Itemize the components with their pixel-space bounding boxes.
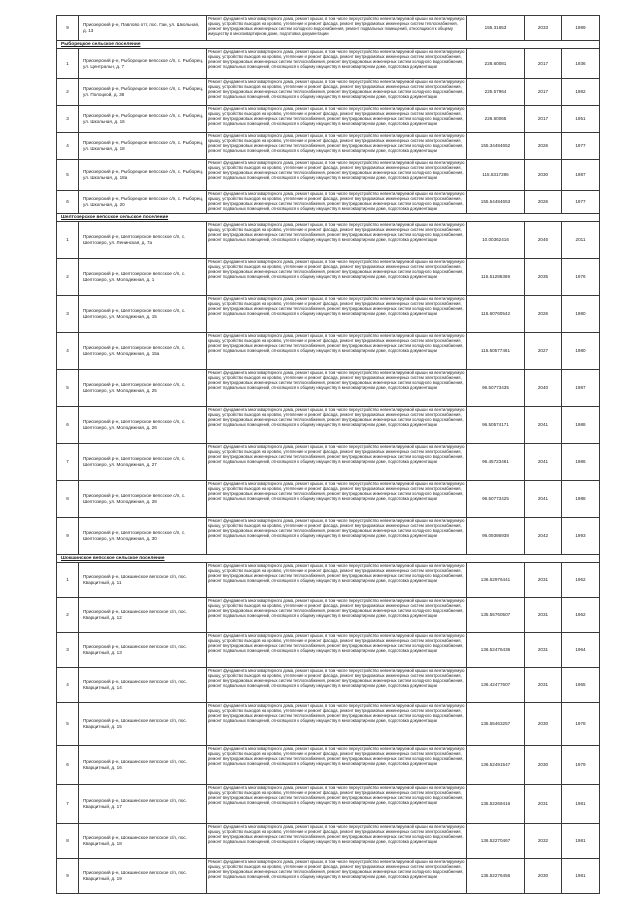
value-cell: 136.52270467: [467, 824, 525, 859]
build-year-cell: 1993: [562, 518, 600, 555]
row-number-cell: 2: [57, 259, 79, 296]
work-description-cell: Ремонт фундамента многоквартирного дома, ремонт крыши, в том числе переустройство невентилируемой крыши на вентилируемую крышу, устройство выходов на кровлю, утепление и ремонт фасада, ремонт внутридомовых инженерных систем электроснабжения, ремонт внутридомовых инженерных систем теплоснабжения, ремонт внутридомовых инженерных систем холодного водоснабжения, ремонт подвальных помещений, относящихся к общему имуществу в многоквартирном доме, подготовка документации: [207, 191, 467, 214]
address-cell: Приозерский р-н, Шокшинское вепсское с/п, пос. Кварцитный, д. 13: [79, 633, 207, 668]
work-description-cell: Ремонт фундамента многоквартирного дома, ремонт крыши, в том числе переустройство невентилируемой крыши на вентилируемую крышу, устройство выходов на кровлю, утепление и ремонт фасада, ремонт внутридомовых инженерных систем теплоснабжения, ремонт внутридомовых инженерных систем холодного водоснабжения, ремонт подвальных помещений, относящихся к общему имуществу в многоквартирном доме, подготовка документации: [207, 16, 467, 41]
value-cell: 115.51286369: [467, 259, 525, 296]
planned-year-cell: 2040: [525, 370, 562, 407]
work-description-cell: Ремонт фундамента многоквартирного дома, ремонт крыши, в том числе переустройство невентилируемой крыши на вентилируемую крышу, устройство выходов на кровлю, утепление и ремонт фасада, ремонт внутридомовых инженерных систем электроснабжения, ремонт внутридомовых инженерных систем теплоснабжения, ремонт внутридомовых инженерных систем холодного водоснабжения, ремонт подвальных помещений, относящихся к общему имуществу в многоквартирном доме, подготовка документации: [207, 746, 467, 785]
build-year-cell: 1965: [562, 668, 600, 703]
table-row: [57, 296, 600, 333]
build-year-cell: 1986: [562, 444, 600, 481]
row-number-cell: 4: [57, 668, 79, 703]
work-description-cell: Ремонт фундамента многоквартирного дома, ремонт крыши, в том числе переустройство невентилируемой крыши на вентилируемую крышу, устройство выходов на кровлю, утепление и ремонт фасада, ремонт внутридомовых инженерных систем электроснабжения, ремонт внутридомовых инженерных систем теплоснабжения, ремонт внутридомовых инженерных систем холодного водоснабжения, ремонт подвальных помещений, относящихся к общему имуществу в многоквартирном доме, подготовка документации: [207, 598, 467, 633]
work-description-cell: Ремонт фундамента многоквартирного дома, ремонт крыши, в том числе переустройство невентилируемой крыши на вентилируемую крышу, устройство выходов на кровлю, утепление и ремонт фасада, ремонт внутридомовых инженерных систем электроснабжения, ремонт внутридомовых инженерных систем теплоснабжения, ремонт внутридомовых инженерных систем холодного водоснабжения, ремонт подвальных помещений, относящихся к общему имуществу в многоквартирном доме, подготовка документации: [207, 133, 467, 160]
work-description-cell: Ремонт фундамента многоквартирного дома, ремонт крыши, в том числе переустройство невентилируемой крыши на вентилируемую крышу, устройство выходов на кровлю, утепление и ремонт фасада, ремонт внутридомовых инженерных систем электроснабжения, ремонт внутридомовых инженерных систем теплоснабжения, ремонт внутридомовых инженерных систем холодного водоснабжения, ремонт подвальных помещений, относящихся к общему имуществу в многоквартирном доме, подготовка документации: [207, 444, 467, 481]
work-description-cell: Ремонт фундамента многоквартирного дома, ремонт крыши, в том числе переустройство невентилируемой крыши на вентилируемую крышу, устройство выходов на кровлю, утепление и ремонт фасада, ремонт внутридомовых инженерных систем электроснабжения, ремонт внутридомовых инженерных систем теплоснабжения, ремонт внутридомовых инженерных систем холодного водоснабжения, ремонт подвальных помещений, относящихся к общему имуществу в многоквартирном доме, подготовка документации: [207, 785, 467, 824]
value-cell: 115.60760542: [467, 296, 525, 333]
work-description-cell: Ремонт фундамента многоквартирного дома, ремонт крыши, в том числе переустройство невентилируемой крыши на вентилируемую крышу, устройство выходов на кровлю, утепление и ремонт фасада, ремонт внутридомовых инженерных систем электроснабжения, ремонт внутридомовых инженерных систем теплоснабжения, ремонт внутридомовых инженерных систем холодного водоснабжения, ремонт подвальных помещений, относящихся к общему имуществу в многоквартирном доме, подготовка документации: [207, 49, 467, 79]
table-row: [57, 518, 600, 555]
build-year-cell: 1977: [562, 133, 600, 160]
row-number-cell: 4: [57, 333, 79, 370]
work-description-cell: Ремонт фундамента многоквартирного дома, ремонт крыши, в том числе переустройство невентилируемой крыши на вентилируемую крышу, устройство выходов на кровлю, утепление и ремонт фасада, ремонт внутридомовых инженерных систем электроснабжения, ремонт внутридомовых инженерных систем теплоснабжения, ремонт внутридомовых инженерных систем холодного водоснабжения, ремонт подвальных помещений, относящихся к общему имуществу в многоквартирном доме, подготовка документации: [207, 563, 467, 598]
planned-year-cell: 2017: [525, 49, 562, 79]
value-cell: 115.50577461: [467, 333, 525, 370]
address-cell: Приозерский р-н, Шелтозерское вепсское с/п, с. Шелтозеро, ул. Молодежная, д. 28: [79, 481, 207, 518]
section-title: Шелтозерское вепсское сельское поселение: [57, 214, 600, 222]
build-year-cell: 1962: [562, 563, 600, 598]
row-number-cell: 1: [57, 49, 79, 79]
value-cell: 155.31653: [467, 16, 525, 41]
table-row: [57, 370, 600, 407]
table-row: [57, 191, 600, 214]
work-description-cell: Ремонт фундамента многоквартирного дома, ремонт крыши, в том числе переустройство невентилируемой крыши на вентилируемую крышу, устройство выходов на кровлю, утепление и ремонт фасада, ремонт внутридомовых инженерных систем электроснабжения, ремонт внутридомовых инженерных систем теплоснабжения, ремонт внутридомовых инженерных систем холодного водоснабжения, ремонт подвальных помещений, относящихся к общему имуществу в многоквартирном доме, подготовка документации: [207, 518, 467, 555]
value-cell: 226.60065: [467, 106, 525, 133]
address-cell: Приозерский р-н, Павлово отт, пос. Гаи, ул. Школьная, д. 13: [79, 16, 207, 41]
build-year-cell: 1936: [562, 49, 600, 79]
build-year-cell: 1987: [562, 160, 600, 191]
build-year-cell: 1962: [562, 598, 600, 633]
value-cell: 225.57964: [467, 79, 525, 106]
planned-year-cell: 2017: [525, 79, 562, 106]
section-header-row: [57, 41, 600, 49]
planned-year-cell: 2031: [525, 563, 562, 598]
value-cell: 136.52476436: [467, 633, 525, 668]
section-header-row: [57, 214, 600, 222]
value-cell: 96.50574171: [467, 407, 525, 444]
work-description-cell: Ремонт фундамента многоквартирного дома, ремонт крыши, в том числе переустройство невентилируемой крыши на вентилируемую крышу, устройство выходов на кровлю, утепление и ремонт фасада, ремонт внутридомовых инженерных систем электроснабжения, ремонт внутридомовых инженерных систем теплоснабжения, ремонт внутридомовых инженерных систем холодного водоснабжения, ремонт подвальных помещений, относящихся к общему имуществу в многоквартирном доме, подготовка документации: [207, 407, 467, 444]
build-year-cell: 1976: [562, 259, 600, 296]
row-number-cell: 1: [57, 563, 79, 598]
planned-year-cell: 2031: [525, 633, 562, 668]
row-number-cell: 1: [57, 222, 79, 259]
planned-year-cell: 2042: [525, 518, 562, 555]
build-year-cell: 1978: [562, 703, 600, 746]
table-row: [57, 222, 600, 259]
table-row: [57, 333, 600, 370]
table-row: [57, 859, 600, 894]
table-row: [57, 703, 600, 746]
planned-year-cell: 2046: [525, 222, 562, 259]
row-number-cell: 8: [57, 481, 79, 518]
table-row: [57, 668, 600, 703]
row-number-cell: 9: [57, 518, 79, 555]
planned-year-cell: 2026: [525, 296, 562, 333]
value-cell: 136.52491547: [467, 746, 525, 785]
planned-year-cell: 2027: [525, 333, 562, 370]
address-cell: Приозерский р-н, Шелтозерское вепсское с/п, с. Шелтозеро, ул. Молодежная, д. 15а: [79, 333, 207, 370]
build-year-cell: 1982: [562, 79, 600, 106]
row-number-cell: 3: [57, 633, 79, 668]
build-year-cell: 1951: [562, 106, 600, 133]
value-cell: 136.42477607: [467, 668, 525, 703]
table-row: [57, 633, 600, 668]
work-description-cell: Ремонт фундамента многоквартирного дома, ремонт крыши, в том числе переустройство невентилируемой крыши на вентилируемую крышу, устройство выходов на кровлю, утепление и ремонт фасада, ремонт внутридомовых инженерных систем электроснабжения, ремонт внутридомовых инженерных систем теплоснабжения, ремонт внутридомовых инженерных систем холодного водоснабжения, ремонт подвальных помещений, относящихся к общему имуществу в многоквартирном доме, подготовка документации: [207, 859, 467, 894]
table-row: [57, 481, 600, 518]
row-number-cell: 4: [57, 133, 79, 160]
build-year-cell: 1979: [562, 746, 600, 785]
value-cell: 96.50773425: [467, 481, 525, 518]
table-body: [57, 16, 600, 894]
row-number-cell: 6: [57, 746, 79, 785]
table-row: [57, 133, 600, 160]
row-number-cell: 7: [57, 785, 79, 824]
address-cell: Приозерский р-н, Шокшинское вепсское с/п, пос. Кварцитный, д. 15: [79, 703, 207, 746]
planned-year-cell: 2032: [525, 824, 562, 859]
planned-year-cell: 2031: [525, 785, 562, 824]
table-row: [57, 16, 600, 41]
value-cell: 136.52976441: [467, 563, 525, 598]
address-cell: Приозерский р-н, Шокшинское вепсское с/п, пос. Кварцитный, д. 14: [79, 668, 207, 703]
table-row: [57, 785, 600, 824]
planned-year-cell: 2017: [525, 106, 562, 133]
table-row: [57, 824, 600, 859]
work-description-cell: Ремонт фундамента многоквартирного дома, ремонт крыши, в том числе переустройство невентилируемой крыши на вентилируемую крышу, устройство выходов на кровлю, утепление и ремонт фасада, ремонт внутридомовых инженерных систем электроснабжения, ремонт внутридомовых инженерных систем теплоснабжения, ремонт внутридомовых инженерных систем холодного водоснабжения, ремонт подвальных помещений, относящихся к общему имуществу в многоквартирном доме, подготовка документации: [207, 333, 467, 370]
value-cell: 155.54484653: [467, 191, 525, 214]
value-cell: 96.09386938: [467, 518, 525, 555]
table-row: [57, 746, 600, 785]
value-cell: 115.5317286: [467, 160, 525, 191]
work-description-cell: Ремонт фундамента многоквартирного дома, ремонт крыши, в том числе переустройство невентилируемой крыши на вентилируемую крышу, устройство выходов на кровлю, утепление и ремонт фасада, ремонт внутридомовых инженерных систем электроснабжения, ремонт внутридомовых инженерных систем теплоснабжения, ремонт внутридомовых инженерных систем холодного водоснабжения, ремонт подвальных помещений, относящихся к общему имуществу в многоквартирном доме, подготовка документации: [207, 370, 467, 407]
planned-year-cell: 2041: [525, 407, 562, 444]
row-number-cell: 6: [57, 191, 79, 214]
address-cell: Приозерский р-н, Рыборецкое вепсское с/п, с. Рыборец, ул. Школьная, д. 16: [79, 106, 207, 133]
work-description-cell: Ремонт фундамента многоквартирного дома, ремонт крыши, в том числе переустройство невентилируемой крыши на вентилируемую крышу, устройство выходов на кровлю, утепление и ремонт фасада, ремонт внутридомовых инженерных систем электроснабжения, ремонт внутридомовых инженерных систем теплоснабжения, ремонт внутридомовых инженерных систем холодного водоснабжения, ремонт подвальных помещений, относящихся к общему имуществу в многоквартирном доме, подготовка документации: [207, 481, 467, 518]
table-row: [57, 444, 600, 481]
table-row: [57, 407, 600, 444]
address-cell: Приозерский р-н, Шокшинское вепсское с/п, пос. Кварцитный, д. 12: [79, 598, 207, 633]
row-number-cell: 5: [57, 160, 79, 191]
address-cell: Приозерский р-н, Шокшинское вепсское с/п, пос. Кварцитный, д. 17: [79, 785, 207, 824]
work-description-cell: Ремонт фундамента многоквартирного дома, ремонт крыши, в том числе переустройство невентилируемой крыши на вентилируемую крышу, устройство выходов на кровлю, утепление и ремонт фасада, ремонт внутридомовых инженерных систем электроснабжения, ремонт внутридомовых инженерных систем теплоснабжения, ремонт внутридомовых инженерных систем холодного водоснабжения, ремонт подвальных помещений, относящихся к общему имуществу в многоквартирном доме, подготовка документации: [207, 703, 467, 746]
planned-year-cell: 2031: [525, 598, 562, 633]
table-row: [57, 259, 600, 296]
planned-year-cell: 2031: [525, 668, 562, 703]
capital-repair-table: [56, 15, 600, 894]
work-description-cell: Ремонт фундамента многоквартирного дома, ремонт крыши, в том числе переустройство невентилируемой крыши на вентилируемую крышу, устройство выходов на кровлю, утепление и ремонт фасада, ремонт внутридомовых инженерных систем электроснабжения, ремонт внутридомовых инженерных систем теплоснабжения, ремонт внутридомовых инженерных систем холодного водоснабжения, ремонт подвальных помещений, относящихся к общему имуществу в многоквартирном доме, подготовка документации: [207, 160, 467, 191]
address-cell: Приозерский р-н, Рыборецкое вепсское с/п, с. Рыборец, ул. Школьная, д. 18: [79, 133, 207, 160]
work-description-cell: Ремонт фундамента многоквартирного дома, ремонт крыши, в том числе переустройство невентилируемой крыши на вентилируемую крышу, устройство выходов на кровлю, утепление и ремонт фасада, ремонт внутридомовых инженерных систем электроснабжения, ремонт внутридомовых инженерных систем теплоснабжения, ремонт внутридомовых инженерных систем холодного водоснабжения, ремонт подвальных помещений, относящихся к общему имуществу в многоквартирном доме, подготовка документации: [207, 259, 467, 296]
row-number-cell: 3: [57, 296, 79, 333]
value-cell: 10.00362416: [467, 222, 525, 259]
work-description-cell: Ремонт фундамента многоквартирного дома, ремонт крыши, в том числе переустройство невентилируемой крыши на вентилируемую крышу, устройство выходов на кровлю, утепление и ремонт фасада, ремонт внутридомовых инженерных систем электроснабжения, ремонт внутридомовых инженерных систем теплоснабжения, ремонт внутридомовых инженерных систем холодного водоснабжения, ремонт подвальных помещений, относящихся к общему имуществу в многоквартирном доме, подготовка документации: [207, 79, 467, 106]
build-year-cell: 1981: [562, 785, 600, 824]
address-cell: Приозерский р-н, Рыборецкое вепсское с/п, с. Рыборец, ул. Центральн, д. 7: [79, 49, 207, 79]
planned-year-cell: 2026: [525, 191, 562, 214]
row-number-cell: 2: [57, 598, 79, 633]
row-number-cell: 9: [57, 859, 79, 894]
build-year-cell: 1981: [562, 824, 600, 859]
planned-year-cell: 2035: [525, 259, 562, 296]
address-cell: Приозерский р-н, Шокшинское вепсское с/п, пос. Кварцитный, д. 18: [79, 824, 207, 859]
build-year-cell: 2011: [562, 222, 600, 259]
build-year-cell: 1987: [562, 370, 600, 407]
address-cell: Приозерский р-н, Шелтозерское вепсское с/п, с. Шелтозеро, ул. Молодежная, д. 1: [79, 259, 207, 296]
table-row: [57, 49, 600, 79]
build-year-cell: 1980: [562, 296, 600, 333]
value-cell: 135.55463257: [467, 703, 525, 746]
address-cell: Приозерский р-н, Шелтозерское вепсское с/п, с. Шелтозеро, ул. Молодежная, д. 27: [79, 444, 207, 481]
address-cell: Приозерский р-н, Шелтозерское вепсское с/п, с. Шелтозеро, ул. Молодежная, д. 25: [79, 370, 207, 407]
address-cell: Приозерский р-н, Шелтозерское вепсское с/п, с. Шелтозеро, ул. Ленинская, д. 7а: [79, 222, 207, 259]
work-description-cell: Ремонт фундамента многоквартирного дома, ремонт крыши, в том числе переустройство невентилируемой крыши на вентилируемую крышу, устройство выходов на кровлю, утепление и ремонт фасада, ремонт внутридомовых инженерных систем электроснабжения, ремонт внутридомовых инженерных систем теплоснабжения, ремонт внутридомовых инженерных систем холодного водоснабжения, ремонт подвальных помещений, относящихся к общему имуществу в многоквартирном доме, подготовка документации: [207, 296, 467, 333]
section-title: Рыборецкое сельское поселение: [57, 41, 600, 49]
address-cell: Приозерский р-н, Рыборецкое вепсское с/п, с. Рыборец, ул. Школьная, д. 18а: [79, 160, 207, 191]
table-row: [57, 106, 600, 133]
address-cell: Приозерский р-н, Рыборецкое вепсское с/п, с. Рыборец, ул. Полоцкой, д. 38: [79, 79, 207, 106]
table-row: [57, 598, 600, 633]
build-year-cell: 1980: [562, 333, 600, 370]
planned-year-cell: 2041: [525, 444, 562, 481]
address-cell: Приозерский р-н, Шокшинское вепсское с/п, пос. Кварцитный, д. 19: [79, 859, 207, 894]
value-cell: 135.52269416: [467, 785, 525, 824]
row-number-cell: 9: [57, 16, 79, 41]
row-number-cell: 3: [57, 106, 79, 133]
value-cell: 155.34484652: [467, 133, 525, 160]
address-cell: Приозерский р-н, Шелтозерское вепсское с/п, с. Шелтозеро, ул. Молодежная, д. 15: [79, 296, 207, 333]
planned-year-cell: 2030: [525, 746, 562, 785]
table-row: [57, 563, 600, 598]
build-year-cell: 1977: [562, 191, 600, 214]
row-number-cell: 7: [57, 444, 79, 481]
value-cell: 96.50773435: [467, 370, 525, 407]
row-number-cell: 5: [57, 703, 79, 746]
address-cell: Приозерский р-н, Шелтозерское вепсское с/п, с. Шелтозеро, ул. Молодежная, д. 26: [79, 407, 207, 444]
value-cell: 135.52276456: [467, 859, 525, 894]
build-year-cell: 1964: [562, 633, 600, 668]
row-number-cell: 6: [57, 407, 79, 444]
work-description-cell: Ремонт фундамента многоквартирного дома, ремонт крыши, в том числе переустройство невентилируемой крыши на вентилируемую крышу, устройство выходов на кровлю, утепление и ремонт фасада, ремонт внутридомовых инженерных систем электроснабжения, ремонт внутридомовых инженерных систем теплоснабжения, ремонт внутридомовых инженерных систем холодного водоснабжения, ремонт подвальных помещений, относящихся к общему имуществу в многоквартирном доме, подготовка документации: [207, 222, 467, 259]
section-title: Шокшинское вепсское сельское поселение: [57, 555, 600, 563]
address-cell: Приозерский р-н, Шокшинское вепсское с/п, пос. Кварцитный, д. 16: [79, 746, 207, 785]
work-description-cell: Ремонт фундамента многоквартирного дома, ремонт крыши, в том числе переустройство невентилируемой крыши на вентилируемую крышу, устройство выходов на кровлю, утепление и ремонт фасада, ремонт внутридомовых инженерных систем электроснабжения, ремонт внутридомовых инженерных систем теплоснабжения, ремонт внутридомовых инженерных систем холодного водоснабжения, ремонт подвальных помещений, относящихся к общему имуществу в многоквартирном доме, подготовка документации: [207, 633, 467, 668]
build-year-cell: 1988: [562, 407, 600, 444]
build-year-cell: 1988: [562, 481, 600, 518]
value-cell: 135.55760507: [467, 598, 525, 633]
address-cell: Приозерский р-н, Шелтозерское вепсское с/п, с. Шелтозеро, ул. Молодежная, д. 30: [79, 518, 207, 555]
row-number-cell: 5: [57, 370, 79, 407]
value-cell: 96.45723461: [467, 444, 525, 481]
planned-year-cell: 2030: [525, 859, 562, 894]
address-cell: Приозерский р-н, Рыборецкое вепсское с/п, с. Рыборец, ул. Школьная, д. 20: [79, 191, 207, 214]
planned-year-cell: 2041: [525, 481, 562, 518]
planned-year-cell: 2030: [525, 703, 562, 746]
planned-year-cell: 2026: [525, 133, 562, 160]
work-description-cell: Ремонт фундамента многоквартирного дома, ремонт крыши, в том числе переустройство невентилируемой крыши на вентилируемую крышу, устройство выходов на кровлю, утепление и ремонт фасада, ремонт внутридомовых инженерных систем электроснабжения, ремонт внутридомовых инженерных систем теплоснабжения, ремонт внутридомовых инженерных систем холодного водоснабжения, ремонт подвальных помещений, относящихся к общему имуществу в многоквартирном доме, подготовка документации: [207, 106, 467, 133]
build-year-cell: 1989: [562, 16, 600, 41]
planned-year-cell: 2033: [525, 16, 562, 41]
section-header-row: [57, 555, 600, 563]
planned-year-cell: 2030: [525, 160, 562, 191]
table-row: [57, 79, 600, 106]
address-cell: Приозерский р-н, Шокшинское вепсское с/п, пос. Кварцитный, д. 11: [79, 563, 207, 598]
row-number-cell: 2: [57, 79, 79, 106]
value-cell: 228.60081: [467, 49, 525, 79]
work-description-cell: Ремонт фундамента многоквартирного дома, ремонт крыши, в том числе переустройство невентилируемой крыши на вентилируемую крышу, устройство выходов на кровлю, утепление и ремонт фасада, ремонт внутридомовых инженерных систем электроснабжения, ремонт внутридомовых инженерных систем теплоснабжения, ремонт внутридомовых инженерных систем холодного водоснабжения, ремонт подвальных помещений, относящихся к общему имуществу в многоквартирном доме, подготовка документации: [207, 668, 467, 703]
row-number-cell: 8: [57, 824, 79, 859]
table-row: [57, 160, 600, 191]
build-year-cell: 1981: [562, 859, 600, 894]
work-description-cell: Ремонт фундамента многоквартирного дома, ремонт крыши, в том числе переустройство невентилируемой крыши на вентилируемую крышу, устройство выходов на кровлю, утепление и ремонт фасада, ремонт внутридомовых инженерных систем электроснабжения, ремонт внутридомовых инженерных систем теплоснабжения, ремонт внутридомовых инженерных систем холодного водоснабжения, ремонт подвальных помещений, относящихся к общему имуществу в многоквартирном доме, подготовка документации: [207, 824, 467, 859]
